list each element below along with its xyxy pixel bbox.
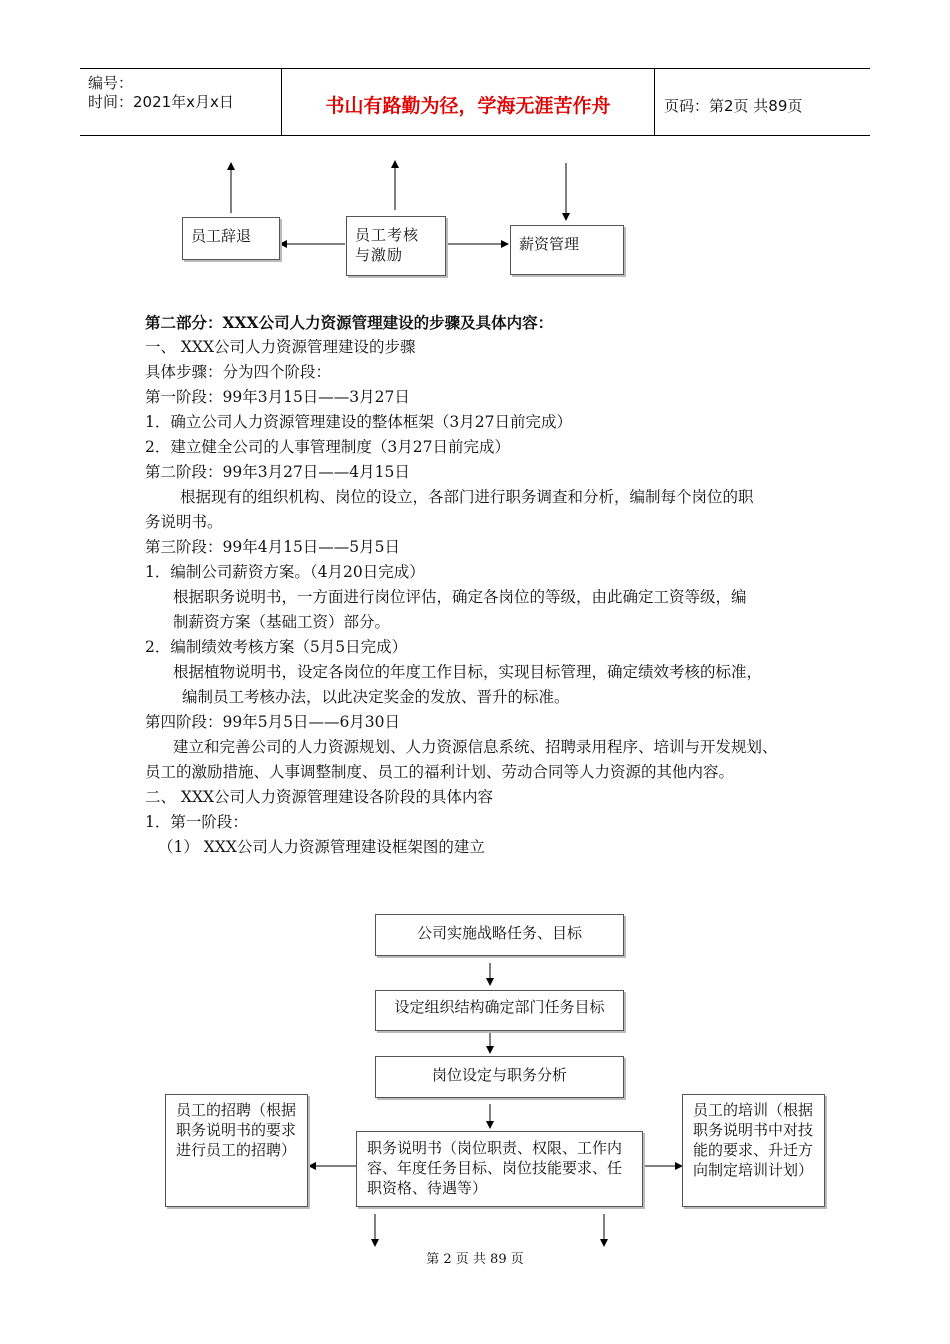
stage2-paragraph-line2: 务说明书。 [145, 513, 223, 531]
header-page-info: 页码：第2页 共89页 [664, 97, 803, 115]
stage3-item2-paragraph-line1: 根据植物说明书，设定各岗位的年度工作目标，实现目标管理，确定绩效考核的标准， [173, 663, 763, 681]
steps-intro: 具体步骤：分为四个阶段： [145, 363, 332, 381]
stage3-item1-paragraph-line2: 制薪资方案（基础工资）部分。 [173, 613, 391, 631]
stage4-paragraph-line1: 建立和完善公司的人力资源规划、人力资源信息系统、招聘录用程序、培训与开发规划、 [173, 738, 778, 756]
stage2-paragraph-line1: 根据现有的组织机构、岗位的设立，各部门进行职务调查和分析，编制每个岗位的职 [180, 488, 754, 506]
stage1-item1: 1．确立公司人力资源管理建设的整体框架（3月27日前完成） [145, 413, 572, 431]
stage3-item1-paragraph-line1: 根据职务说明书，一方面进行岗位评估，确定各岗位的等级，由此确定工资等级，编 [173, 588, 747, 606]
stage3-item1: 1．编制公司薪资方案。（4月20日完成） [145, 563, 425, 581]
box-employee-assess-line1: 员工考核 [355, 226, 420, 244]
section-title: 第二部分：XXX公司人力资源管理建设的步骤及具体内容： [145, 313, 554, 332]
header-time: 时间：2021年x月x日 [88, 93, 234, 111]
box-company-strategy-label: 公司实施战略任务、目标 [416, 924, 582, 942]
box-salary-management [510, 225, 624, 275]
stage3-item2: 2．编制绩效考核方案（5月5日完成） [145, 638, 408, 656]
box-employee-training [682, 1094, 825, 1207]
stage1-item2: 2．建立健全公司的人事管理制度（3月27日前完成） [145, 438, 510, 456]
header-number: 编号： [88, 74, 134, 92]
stage3-title: 第三阶段：99年4月15日——5月5日 [145, 538, 401, 556]
box-post-analysis [375, 1056, 624, 1098]
heading-phase-content: 二、 XXX公司人力资源管理建设各阶段的具体内容 [145, 788, 494, 806]
box-org-structure [375, 990, 624, 1031]
page-footer: 第 2 页 共 89 页 [426, 1252, 524, 1267]
box-salary-management-label: 薪资管理 [519, 235, 580, 253]
box-employee-recruit-label: 员工的招聘（根据职务说明书的要求进行员工的招聘） [176, 1101, 297, 1159]
stage2-title: 第二阶段：99年3月27日——4月15日 [145, 463, 410, 481]
box-employee-assess [346, 216, 446, 276]
stage1-title: 第一阶段：99年3月15日——3月27日 [145, 388, 410, 406]
stage4-title: 第四阶段：99年5月5日——6月30日 [145, 713, 401, 731]
box-employee-training-label: 员工的培训（根据职务说明书中对技能的要求、升迁方向制定培训计划） [693, 1101, 814, 1179]
phase1-title: 1．第一阶段： [145, 813, 248, 831]
header-motto: 书山有路勤为径，学海无涯苦作舟 [325, 95, 611, 117]
phase1-subtitle: （1） XXX公司人力资源管理建设框架图的建立 [158, 838, 485, 856]
box-post-analysis-label: 岗位设定与职务分析 [431, 1066, 567, 1084]
box-org-structure-label: 设定组织结构确定部门任务目标 [394, 998, 605, 1016]
stage4-paragraph-line2: 员工的激励措施、人事调整制度、员工的福利计划、劳动合同等人力资源的其他内容。 [145, 763, 735, 781]
stage3-item2-paragraph-line2: 编制员工考核办法，以此决定奖金的发放、晋升的标准。 [182, 688, 570, 706]
box-job-description [356, 1131, 643, 1207]
box-employee-recruit [165, 1094, 308, 1207]
box-employee-resign [182, 217, 280, 260]
box-company-strategy [375, 914, 624, 956]
box-job-description-label: 职务说明书（岗位职责、权限、工作内容、年度任务目标、岗位技能要求、任职资格、待遇等） [367, 1139, 623, 1197]
box-employee-assess-line2: 与激励 [355, 246, 404, 264]
box-employee-resign-label: 员工辞退 [191, 227, 252, 245]
heading-steps: 一、 XXX公司人力资源管理建设的步骤 [145, 338, 416, 356]
